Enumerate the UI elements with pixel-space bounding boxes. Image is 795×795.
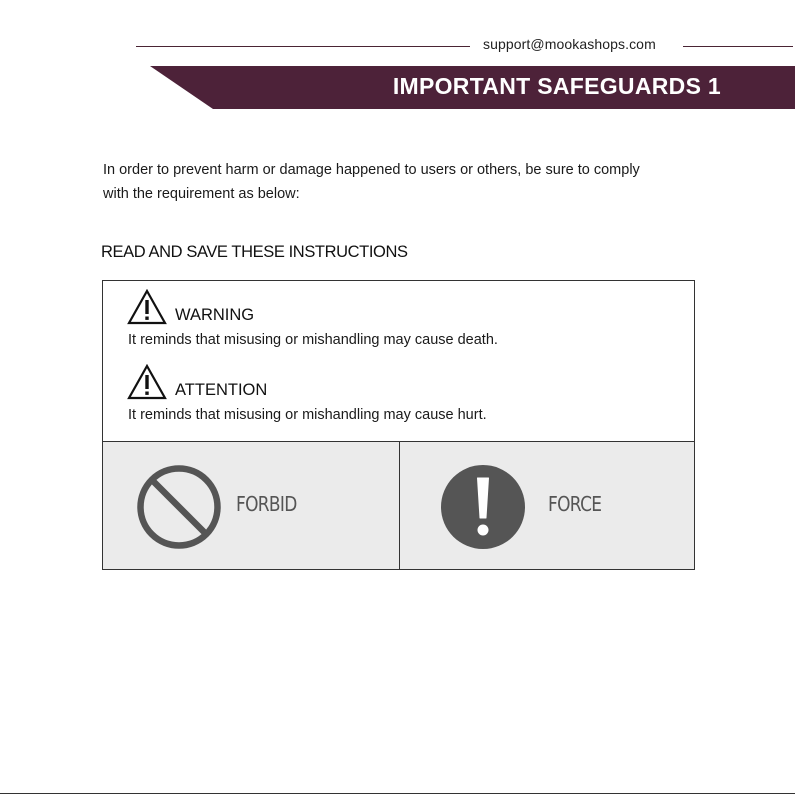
section-heading: READ AND SAVE THESE INSTRUCTIONS [101, 243, 408, 261]
page-bottom-rule [0, 793, 795, 794]
attention-title: ATTENTION [175, 381, 268, 399]
safety-legend-box [102, 280, 695, 570]
intro-paragraph [103, 158, 703, 206]
force-label: FORCE [548, 492, 602, 516]
header-rule-right [683, 46, 793, 47]
symbol-divider [399, 442, 400, 569]
page-title: IMPORTANT SAFEGUARDS 1 [392, 73, 721, 99]
prohibition-icon [136, 464, 222, 550]
warning-description: It reminds that misusing or mishandling may cause death. [128, 332, 498, 348]
warning-triangle-icon [127, 289, 167, 325]
warning-title: WARNING [175, 306, 255, 324]
attention-description: It reminds that misusing or mishandling may cause hurt. [128, 407, 487, 423]
symbol-panel [103, 442, 694, 569]
notice-panel [103, 281, 694, 442]
support-email: support@mookashops.com [483, 36, 656, 52]
intro-line-2: with the requirement as below: [103, 186, 300, 202]
exclamation-circle-icon [440, 464, 526, 550]
intro-line-1: In order to prevent harm or damage happened to users or others, be sure to comply [103, 162, 640, 178]
forbid-label: FORBID [236, 492, 297, 516]
warning-triangle-icon [127, 364, 167, 400]
header-rule-left [136, 46, 470, 47]
